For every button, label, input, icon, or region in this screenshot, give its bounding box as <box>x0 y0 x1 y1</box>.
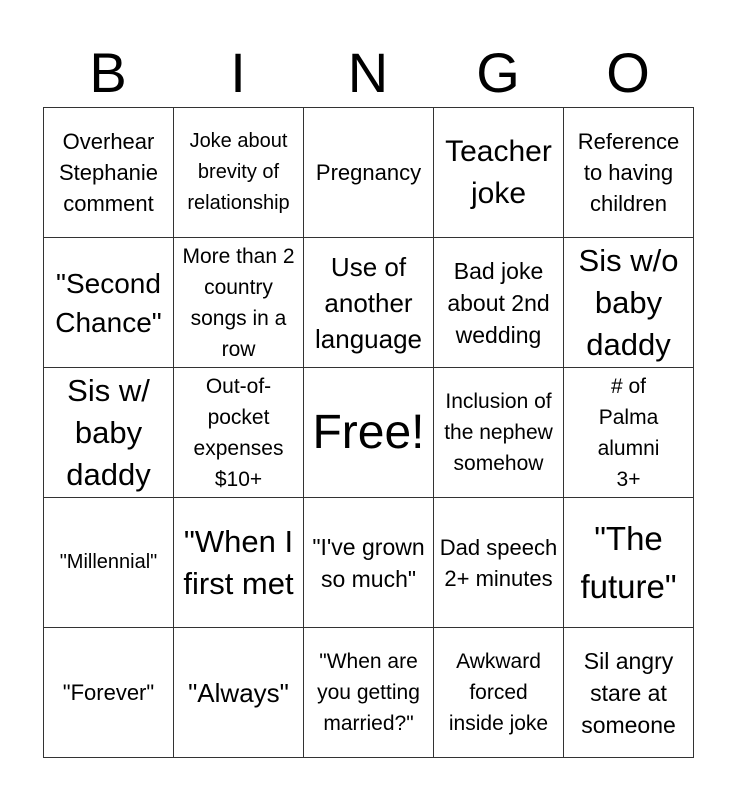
bingo-board <box>43 107 694 758</box>
bingo-cell-text: Joke about brevity of relationship <box>187 130 290 214</box>
bingo-cell-text: # of Palma alumni 3+ <box>597 374 660 491</box>
bingo-cell-text: "The future" <box>580 519 677 605</box>
bingo-cell-text: Pregnancy <box>315 160 422 185</box>
header-letter-i: I <box>230 41 246 104</box>
bingo-cell-r4-c2[interactable] <box>174 498 304 628</box>
bingo-cell-r2-c4[interactable] <box>434 238 564 368</box>
bingo-cell-text: Bad joke about 2nd wedding <box>447 257 550 348</box>
bingo-cell-text: "Millennial" <box>59 551 158 573</box>
bingo-header <box>43 40 693 106</box>
free-space: Free! <box>312 405 425 459</box>
bingo-cell-text: "When I first met <box>183 523 294 601</box>
bingo-cell-r4-c1[interactable] <box>44 498 174 628</box>
bingo-cell-r4-c5[interactable] <box>564 498 694 628</box>
bingo-cell-text: Teacher joke <box>445 134 552 210</box>
bingo-cell-r5-c5[interactable] <box>564 628 694 758</box>
bingo-cell-r1-c2[interactable] <box>174 108 304 238</box>
bingo-cell-text: Reference to having children <box>577 129 680 216</box>
bingo-cell-text: "Always" <box>188 677 289 708</box>
bingo-cell-r5-c1[interactable] <box>44 628 174 758</box>
bingo-cell-r1-c5[interactable] <box>564 108 694 238</box>
bingo-cell-r2-c1[interactable] <box>44 238 174 368</box>
bingo-cell-r2-c2[interactable] <box>174 238 304 368</box>
bingo-cell-text: "I've grown so much" <box>312 533 425 592</box>
bingo-cell-text: Awkward forced inside joke <box>448 650 549 735</box>
bingo-cell-text: "Second Chance" <box>55 267 162 338</box>
bingo-cell-r3-c5[interactable] <box>564 368 694 498</box>
bingo-cell-text: "When are you getting married?" <box>317 650 420 735</box>
bingo-cell-text: Use of another language <box>315 251 422 354</box>
bingo-cell-r3-c2[interactable] <box>174 368 304 498</box>
bingo-cell-text: Overhear Stephanie comment <box>58 129 159 216</box>
bingo-cell-text: Sis w/ baby daddy <box>66 372 151 492</box>
bingo-cell-r3-c4[interactable] <box>434 368 564 498</box>
bingo-cell-r2-c3[interactable] <box>304 238 434 368</box>
header-letter-o: O <box>606 41 650 104</box>
header-letter-n: N <box>347 41 389 104</box>
bingo-cell-r4-c3[interactable] <box>304 498 434 628</box>
bingo-cell-r1-c1[interactable] <box>44 108 174 238</box>
bingo-cell-r5-c4[interactable] <box>434 628 564 758</box>
bingo-cell-text: Sis w/o baby daddy <box>578 242 679 362</box>
bingo-cell-r3-c1[interactable] <box>44 368 174 498</box>
header-letter-g: G <box>476 41 520 104</box>
bingo-cell-text: Inclusion of the nephew somehow <box>444 390 553 475</box>
bingo-cell-r1-c4[interactable] <box>434 108 564 238</box>
bingo-cell-text: "Forever" <box>62 680 155 705</box>
bingo-cell-text: Dad speech 2+ minutes <box>439 534 558 591</box>
bingo-cell-r3-c3[interactable] <box>304 368 434 498</box>
bingo-cell-r5-c2[interactable] <box>174 628 304 758</box>
bingo-cell-r5-c3[interactable] <box>304 628 434 758</box>
bingo-cell-text: More than 2 country songs in a row <box>182 244 295 361</box>
bingo-cell-r2-c5[interactable] <box>564 238 694 368</box>
bingo-cell-r4-c4[interactable] <box>434 498 564 628</box>
bingo-cell-r1-c3[interactable] <box>304 108 434 238</box>
bingo-cell-text: Out-of-pocket expenses $10+ <box>193 374 284 491</box>
bingo-cell-text: Sil angry stare at someone <box>581 647 676 738</box>
header-letter-b: B <box>89 41 127 104</box>
